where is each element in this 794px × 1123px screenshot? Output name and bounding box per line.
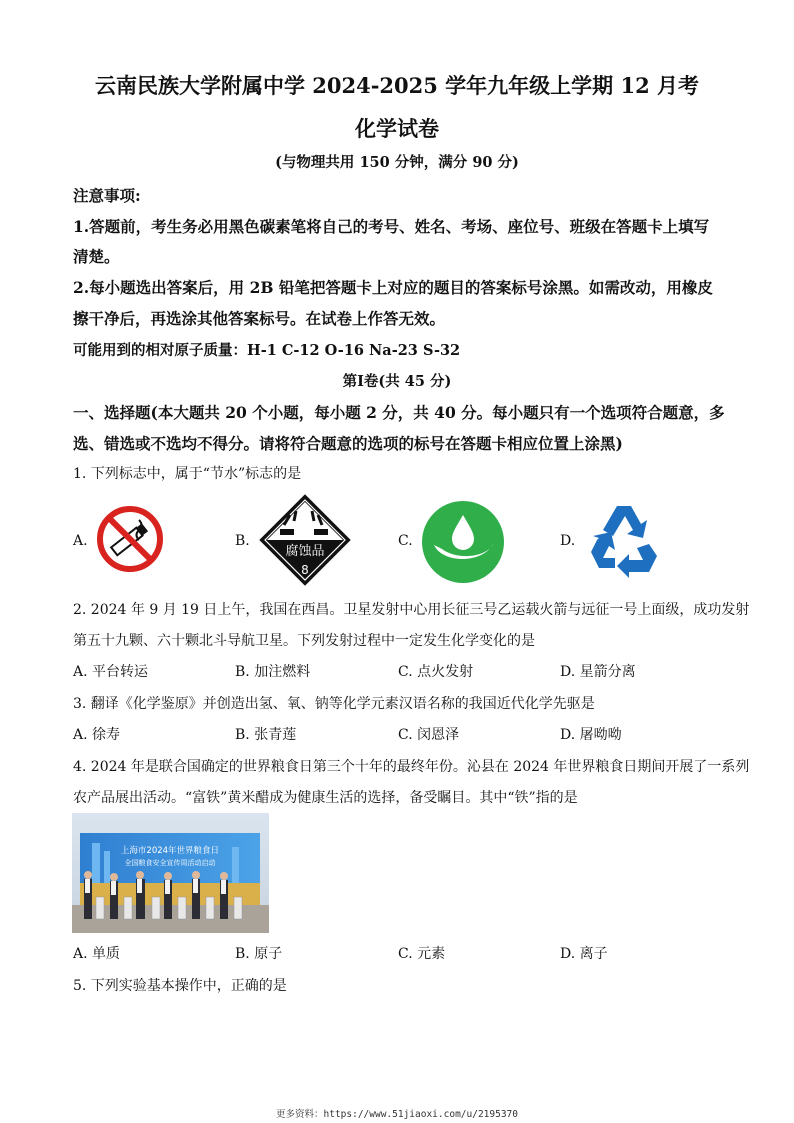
corrosive-label: 腐蚀品 (285, 544, 325, 559)
q3-stem: 3. 翻译《化学鉴原》并创造出氢、氧、钠等化学元素汉语名称的我国近代化学先驱是 (73, 696, 595, 712)
exam-subject: 化学试卷 (355, 116, 439, 141)
q4-option-a: A. 单质 (73, 946, 121, 962)
notice-item1-line1: 1.答题前，考生务必用黑色碳素笔将自己的考号、姓名、考场、座位号、班级在答题卡上填写 (73, 217, 710, 236)
event-photo (72, 813, 269, 933)
q2-option-c: C. 点火发射 (398, 664, 474, 680)
q4-stem-line2: 农产品展出活动。“富铁”黄米醋成为健康生活的选择，备受瞩目。其中“铁”指的是 (73, 790, 578, 806)
q4-option-d: D. 离子 (560, 946, 608, 962)
q2-option-a: A. 平台转运 (73, 664, 149, 680)
q1-label-b: B. (235, 533, 250, 549)
q2-stem-line1: 2. 2024 年 9 月 19 日上午，我国在西昌。卫星发射中心用长征三号乙运载火箭与远征一号上面级，成功发射 (73, 602, 750, 618)
q3-option-d: D. 屠呦呦 (560, 727, 622, 743)
q4-option-b: B. 原子 (235, 946, 283, 962)
q1-label-d: D. (560, 533, 576, 549)
q4-option-c: C. 元素 (398, 946, 446, 962)
corrosive-class-number: 8 (301, 563, 309, 577)
exam-title: 云南民族大学附属中学 2024-2025 学年九年级上学期 12 月考 (94, 73, 700, 98)
q2-option-d: D. 星箭分离 (560, 664, 636, 680)
notice-item2-line1: 2.每小题选出答案后，用 2B 铅笔把答题卡上对应的题目的答案标号涂黑。如需改动，用橡皮 (73, 278, 713, 297)
exam-subtitle: (与物理共用 150 分钟，满分 90 分) (275, 154, 519, 171)
q2-option-b: B. 加注燃料 (235, 664, 311, 680)
q3-option-b: B. 张青莲 (235, 727, 297, 743)
q1-label-c: C. (398, 533, 413, 549)
notice-heading: 注意事项: (73, 186, 141, 205)
section-instructions-line1: 一、选择题(本大题共 20 个小题，每小题 2 分，共 40 分。每小题只有一个选项符合题意，多 (73, 403, 725, 422)
atomic-mass-line: 可能用到的相对原子质量：H-1 C-12 O-16 Na-23 S-32 (73, 342, 461, 359)
footer-link[interactable]: 更多资料：https://www.51jiaoxi.com/u/2195370 (276, 1109, 518, 1120)
q3-option-a: A. 徐寿 (73, 727, 121, 743)
section-instructions-line2: 选、错选或不选均不得分。请将符合题意的选项的标号在答题卡相应位置上涂黑) (73, 434, 623, 453)
q3-option-c: C. 闵恩泽 (398, 727, 460, 743)
photo-banner-line2: 全国粮食安全宣传周活动启动 (124, 859, 216, 867)
corrosive-hazard-icon (258, 493, 352, 587)
notice-item2-line2: 擦干净后，再选涂其他答案标号。在试卷上作答无效。 (73, 309, 446, 328)
notice-item1-line2: 清楚。 (73, 247, 120, 266)
q5-stem: 5. 下列实验基本操作中，正确的是 (73, 978, 287, 994)
q2-stem-line2: 第五十九颗、六十颗北斗导航卫星。下列发射过程中一定发生化学变化的是 (73, 633, 535, 649)
q4-stem-line1: 4. 2024 年是联合国确定的世界粮食日第三个十年的最终年份。沁县在 2024 年世界粮食日期间开展了一系列 (73, 759, 750, 775)
part-title: 第Ⅰ卷(共 45 分) (342, 373, 452, 390)
water-saving-icon (420, 499, 506, 585)
recycle-icon (583, 500, 663, 580)
q1-label-a: A. (73, 533, 88, 549)
photo-banner-line1: 上海市2024年世界粮食日 (120, 846, 220, 856)
no-smoking-icon (95, 504, 165, 574)
q1-stem: 1. 下列标志中，属于“节水”标志的是 (73, 466, 302, 482)
